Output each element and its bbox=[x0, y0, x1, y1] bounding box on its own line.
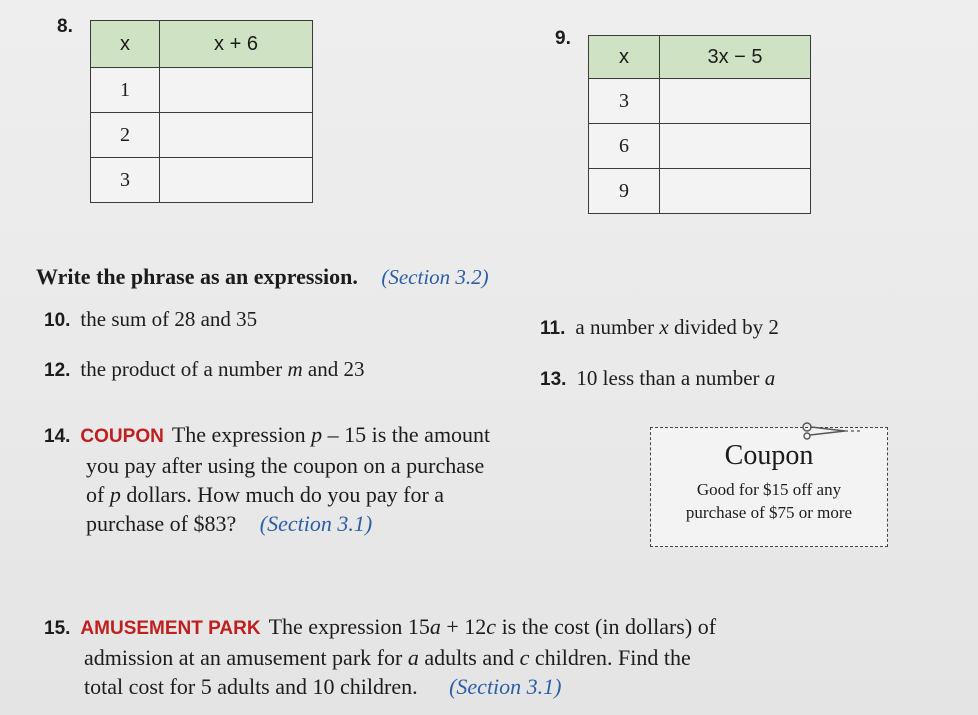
exercise-10-number: 10. bbox=[44, 310, 71, 331]
exercise-11 bbox=[540, 315, 779, 340]
exercise-14-label: COUPON bbox=[80, 426, 164, 447]
ex9-x-value: 9 bbox=[589, 169, 660, 214]
section-heading bbox=[36, 264, 489, 290]
exercise-11-text-end: divided by 2 bbox=[668, 315, 779, 339]
exercise-9-number: 9. bbox=[555, 28, 571, 49]
exercise-14-line2: you pay after using the coupon on a purchase bbox=[86, 453, 485, 478]
exercise-15-var-a: a bbox=[429, 614, 441, 639]
exercise-15 bbox=[44, 612, 944, 701]
exercise-15-var-a2: a bbox=[407, 645, 419, 670]
ex9-blank-cell[interactable] bbox=[660, 124, 811, 169]
ex8-blank-cell[interactable] bbox=[160, 113, 313, 158]
exercise-12 bbox=[44, 357, 364, 382]
coupon-box bbox=[650, 427, 888, 547]
exercise-15-line1-a: The expression 15 bbox=[268, 614, 430, 639]
coupon-line1: Good for $15 off any bbox=[696, 480, 842, 499]
exercise-14-section-ref: (Section 3.1) bbox=[259, 511, 373, 536]
exercise-10-text: the sum of 28 and 35 bbox=[80, 307, 258, 331]
exercise-10 bbox=[44, 307, 257, 332]
exercise-15-var-c: c bbox=[486, 614, 497, 639]
scissors-icon bbox=[795, 418, 865, 440]
exercise-14 bbox=[44, 420, 604, 538]
exercise-11-text: a number bbox=[575, 315, 660, 339]
exercise-12-var: m bbox=[287, 357, 303, 381]
exercise-13-var: a bbox=[764, 366, 776, 390]
exercise-14-line1: The expression bbox=[171, 422, 312, 447]
ex9-x-value: 3 bbox=[589, 79, 660, 124]
exercise-14-var-p2: p bbox=[109, 482, 121, 507]
exercise-15-number: 15. bbox=[44, 618, 71, 639]
exercise-15-var-c2: c bbox=[519, 645, 530, 670]
exercise-9-table bbox=[588, 35, 811, 214]
ex8-header-expr: x + 6 bbox=[160, 21, 313, 68]
ex9-header-expr: 3x − 5 bbox=[660, 36, 811, 79]
exercise-12-text-end: and 23 bbox=[302, 357, 365, 381]
ex9-x-value: 6 bbox=[589, 124, 660, 169]
ex9-blank-cell[interactable] bbox=[660, 79, 811, 124]
ex8-header-x: x bbox=[91, 21, 160, 68]
exercise-14-var-p: p bbox=[311, 422, 323, 447]
coupon-line2: purchase of $75 or more bbox=[685, 503, 853, 522]
exercise-15-line1-b: + 12 bbox=[440, 614, 487, 639]
coupon-title: Coupon bbox=[724, 440, 814, 471]
exercise-8-table bbox=[90, 20, 313, 203]
exercise-14-line4: purchase of $83? bbox=[86, 511, 237, 536]
exercise-14-line3: of bbox=[86, 482, 110, 507]
heading-text: Write the phrase as an expression. bbox=[36, 264, 358, 289]
exercise-15-line2-c: children. Find the bbox=[529, 645, 691, 670]
exercise-14-line3-end: dollars. How much do you pay for a bbox=[120, 482, 445, 507]
ex8-x-value: 3 bbox=[91, 158, 160, 203]
ex9-header-x: x bbox=[589, 36, 660, 79]
ex9-blank-cell[interactable] bbox=[660, 169, 811, 214]
exercise-15-line2-b: adults and bbox=[418, 645, 520, 670]
exercise-11-var: x bbox=[659, 315, 669, 339]
exercise-14-line1-end: – 15 is the amount bbox=[322, 422, 491, 447]
exercise-11-number: 11. bbox=[540, 318, 566, 339]
exercise-15-section-ref: (Section 3.1) bbox=[449, 674, 562, 699]
exercise-15-label: AMUSEMENT PARK bbox=[80, 618, 261, 639]
exercise-12-number: 12. bbox=[44, 360, 71, 381]
exercise-15-line1-c: is the cost (in dollars) of bbox=[496, 614, 717, 639]
ex8-blank-cell[interactable] bbox=[160, 68, 313, 113]
exercise-8-number: 8. bbox=[57, 16, 73, 37]
exercise-15-line2-a: admission at an amusement park for bbox=[84, 645, 408, 670]
ex8-blank-cell[interactable] bbox=[160, 158, 313, 203]
ex8-x-value: 2 bbox=[91, 113, 160, 158]
exercise-13-number: 13. bbox=[540, 369, 567, 390]
ex8-x-value: 1 bbox=[91, 68, 160, 113]
exercise-14-number: 14. bbox=[44, 426, 71, 447]
exercise-13-text: 10 less than a number bbox=[576, 366, 765, 390]
exercise-13 bbox=[540, 366, 775, 391]
heading-section-ref: (Section 3.2) bbox=[381, 265, 489, 289]
exercise-15-line3: total cost for 5 adults and 10 children. bbox=[84, 674, 418, 699]
exercise-12-text: the product of a number bbox=[80, 357, 288, 381]
